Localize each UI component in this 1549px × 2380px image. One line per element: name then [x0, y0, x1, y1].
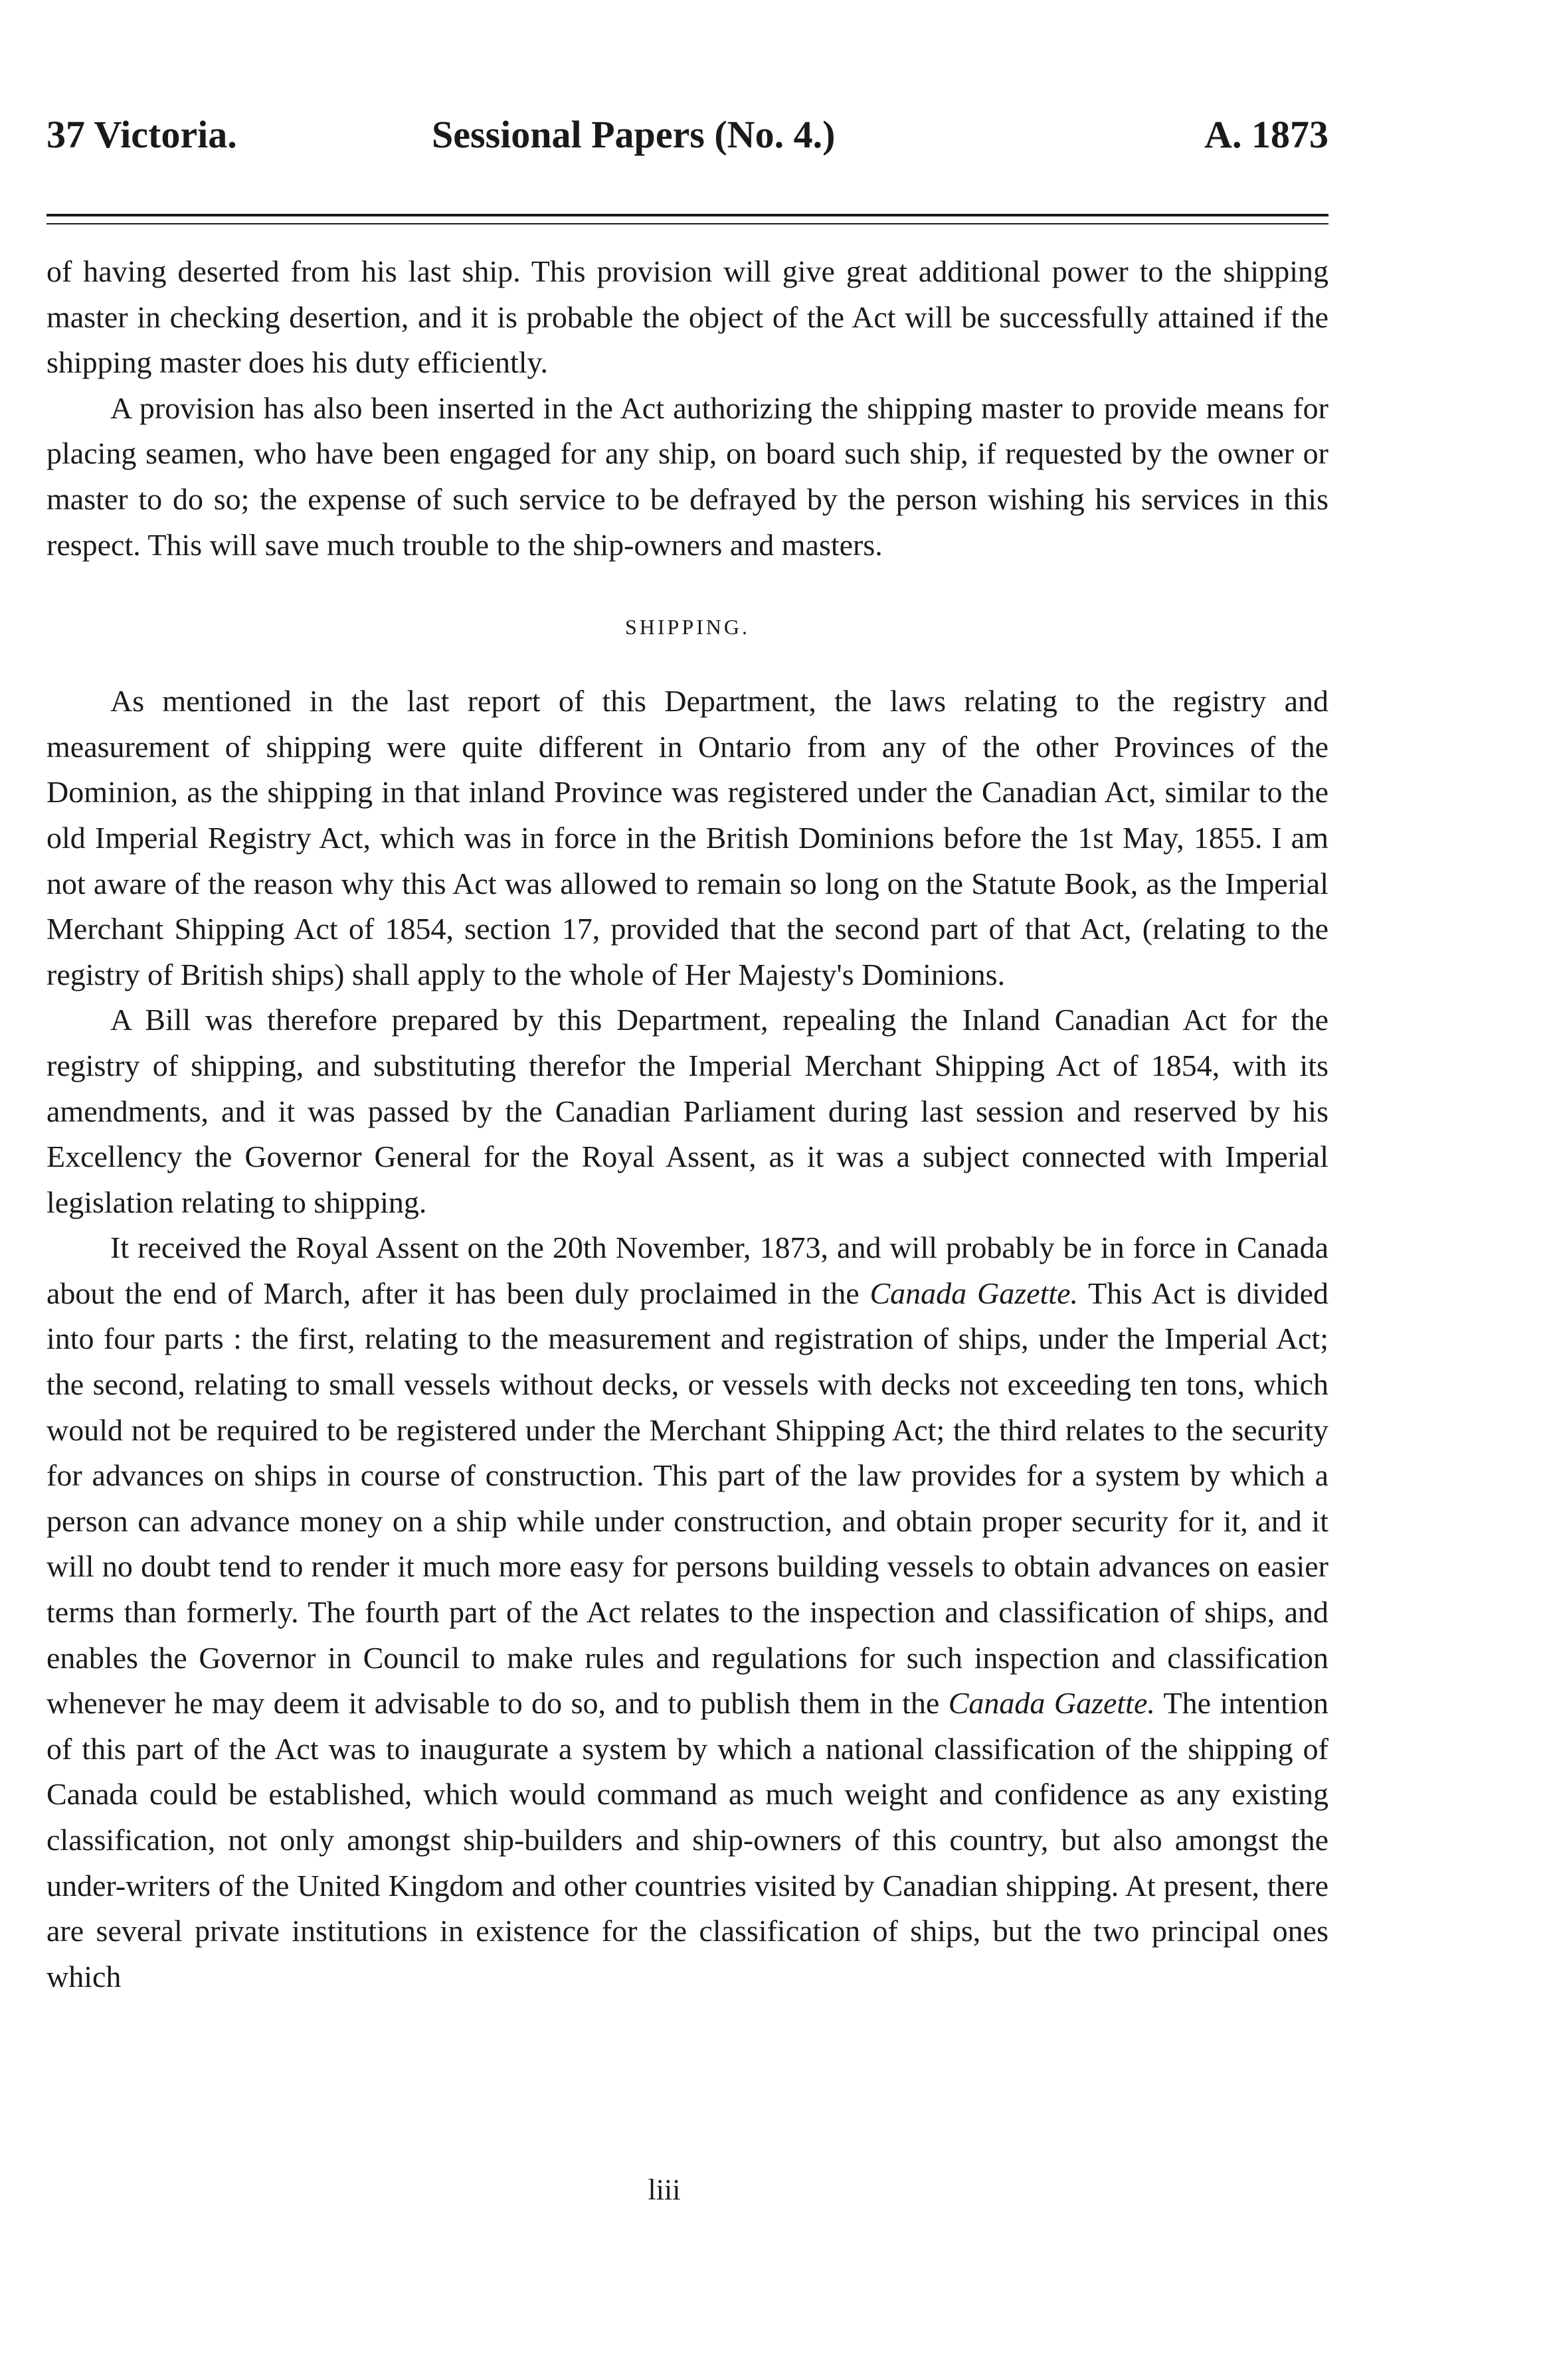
paragraph-continued: of having deserted from his last ship. This provision will give great additional power to the shipping master in checking desertion, and it is probable the object of the Act will be successfully attained if the shipping master does his duty efficiently. — [46, 254, 1328, 380]
body-text — [46, 249, 1328, 1999]
page-number: liii — [648, 2173, 681, 2206]
header-publication-title: Sessional Papers (No. 4.) — [432, 113, 836, 156]
paragraph-registry-laws: As mentioned in the last report of this Department, the laws relating to the registry and measurement of shipping were quite different in Ontario from any of the other Provinces of the Dominion, as the shipping in that inland Province was registered under the Canadian Act, similar to the old Imperial Registry Act, which was in force in the British Dominions before the 1st May, 1855. I am not aware of the reason why this Act was allowed to remain so long on the Statute Book, as the Imperial Merchant Shipping Act of 1854, section 17, provided that the second part of that Act, (relating to the registry of British ships) shall apply to the whole of Her Majesty's Dominions. — [46, 684, 1328, 991]
header-rule-thin — [46, 223, 1328, 224]
royal-assent-text-a: It received the Royal Assent on the 20th November, 1873, and will probably be in force in Canada about the end of March, after it has been duly proclaimed in the — [46, 1231, 1328, 1310]
canada-gazette-title-1: Canada Gazette. — [869, 1276, 1079, 1310]
canada-gazette-title-2: Canada Gazette. — [948, 1686, 1155, 1721]
running-header — [46, 105, 1328, 165]
header-regnal-year: 37 Victoria. — [46, 113, 237, 156]
paragraph-royal-assent — [46, 1225, 1328, 1999]
header-rule-thick — [46, 214, 1328, 216]
header-year: A. 1873 — [1204, 113, 1328, 156]
royal-assent-text-b: This Act is divided into four parts : the first, relating to the measurement and registration of ships, under the Imperial Act; the second, relating to small vessels without decks, or vessels with decks not exceeding ten tons, which would not be required to be registered under the Merchant Shipping Act; the third relates to the security for advances on ships in course of construction. This part of the law provides for a system by which a person can advance money on a ship while under construction, and obtain proper security for it, and it will no doubt tend to render it much more easy for persons building vessels to obtain advances on easier terms than formerly. The fourth part of the Act relates to the inspection and classification of ships, and enables the Governor in Council to make rules and regulations for such inspection and classification whenever he may deem it advisable to do so, and to publish them in the — [46, 1276, 1328, 1721]
section-heading-shipping: SHIPPING. — [624, 615, 751, 639]
paragraph-shipping-master-provision: A provision has also been inserted in the Act authorizing the shipping master to provide means for placing seamen, who have been engaged for any ship, on board such ship, if requested by the owner or master to do so; the expense of such service to be defrayed by the person wishing his services in this respect. This will save much trouble to the ship-owners and masters. — [46, 390, 1328, 562]
royal-assent-text-c: The intention of this part of the Act was to inaugurate a system by which a national classification of the shipping of Canada could be established, which would command as much weight and confidence as any existing classification, not only amongst ship-builders and ship-owners of this country, but also amongst the under-writers of the United Kingdom and other countries visited by Canadian shipping. At present, there are several private institutions in existence for the classification of ships, but the two principal ones which — [46, 1686, 1328, 1994]
paragraph-bill-prepared: A Bill was therefore prepared by this Department, repealing the Inland Canadian Act for the registry of shipping, and substituting therefor the Imperial Merchant Shipping Act of 1854, with its amendments, and it was passed by the Canadian Parliament during last session and reserved by his Excellency the Governor General for the Royal Assent, as it was a subject connected with Imperial legislation relating to shipping. — [46, 1003, 1328, 1219]
